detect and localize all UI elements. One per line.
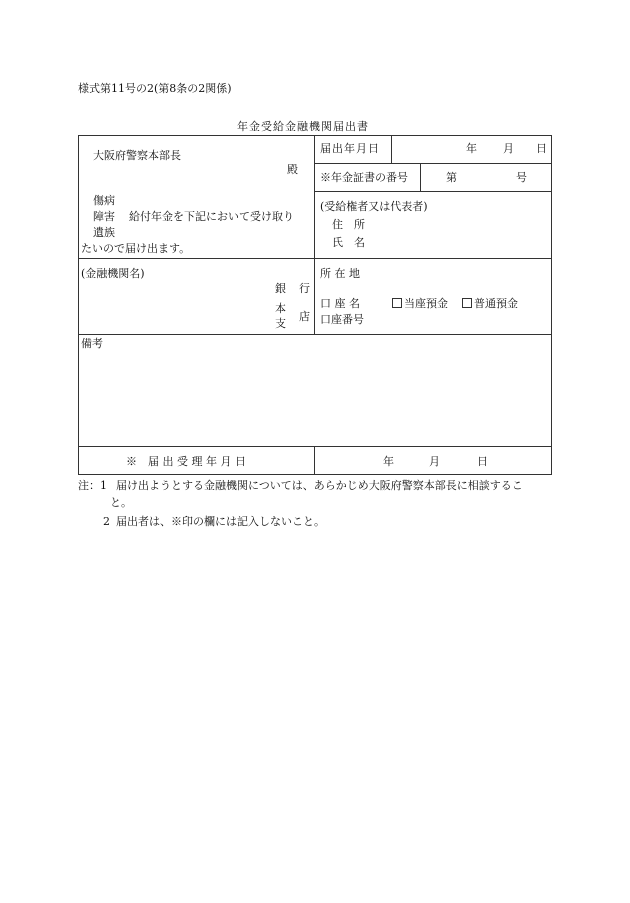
branch-kind-shi: 支 xyxy=(275,317,286,330)
pension-number-prefix: 第 xyxy=(446,171,457,184)
note-2-number: 2 xyxy=(103,515,110,528)
checkbox-ordinary[interactable] xyxy=(462,298,472,308)
bank-name-label: (金融機関名) xyxy=(81,267,145,280)
note-1-line-1: 届け出ようとする金融機関については、あらかじめ大阪府警察本部長に相談するこ xyxy=(116,479,523,492)
form-number-label: 様式第11号の2(第8条の2関係) xyxy=(78,82,232,95)
bank-kind-gin: 銀 xyxy=(275,282,286,295)
bank-kind-kou: 行 xyxy=(299,282,310,295)
receipt-day: 日 xyxy=(477,455,488,468)
location-label: 所 在 地 xyxy=(320,267,360,280)
filing-month: 月 xyxy=(503,142,514,155)
address-label: 住 所 xyxy=(332,218,365,231)
note-1-line-2: と。 xyxy=(110,496,132,509)
account-number-label: 口座番号 xyxy=(320,313,364,326)
request-text-2: たいので届け出ます。 xyxy=(81,242,191,255)
pension-number-suffix: 号 xyxy=(516,171,527,184)
addressee-suffix: 殿 xyxy=(287,163,298,176)
checkbox-current[interactable] xyxy=(392,298,402,308)
recipient-label: (受給権者又は代表者) xyxy=(320,200,428,213)
addressee: 大阪府警察本部長 xyxy=(93,149,181,162)
pension-type-survivor: 遺族 xyxy=(93,226,115,239)
branch-kind-ten: 店 xyxy=(299,310,310,323)
account-name-label: 口 座 名 xyxy=(320,297,360,310)
filing-day: 日 xyxy=(536,142,547,155)
pension-type-disability: 障害 xyxy=(93,210,115,223)
branch-kind-hon: 本 xyxy=(275,302,286,315)
notes-prefix: 注：1 xyxy=(78,479,107,492)
receipt-date-label: ※ 届 出 受 理 年 月 日 xyxy=(126,455,246,468)
account-type-ordinary[interactable]: 普通預金 xyxy=(462,298,518,309)
receipt-year: 年 xyxy=(383,455,394,468)
name-label: 氏 名 xyxy=(332,236,365,249)
filing-year: 年 xyxy=(466,142,477,155)
account-type-current[interactable]: 当座預金 xyxy=(392,298,448,309)
remarks-label: 備考 xyxy=(81,337,103,350)
pension-type-injury: 傷病 xyxy=(93,194,115,207)
receipt-month: 月 xyxy=(429,455,440,468)
filing-date-label: 届出年月日 xyxy=(320,142,380,155)
pension-certificate-number-label: ※年金証書の番号 xyxy=(320,171,408,184)
note-2: 届出者は、※印の欄には記入しないこと。 xyxy=(116,515,325,528)
form-title: 年金受給金融機関届出書 xyxy=(237,120,369,133)
request-text: 給付年金を下記において受け取り xyxy=(129,210,294,223)
